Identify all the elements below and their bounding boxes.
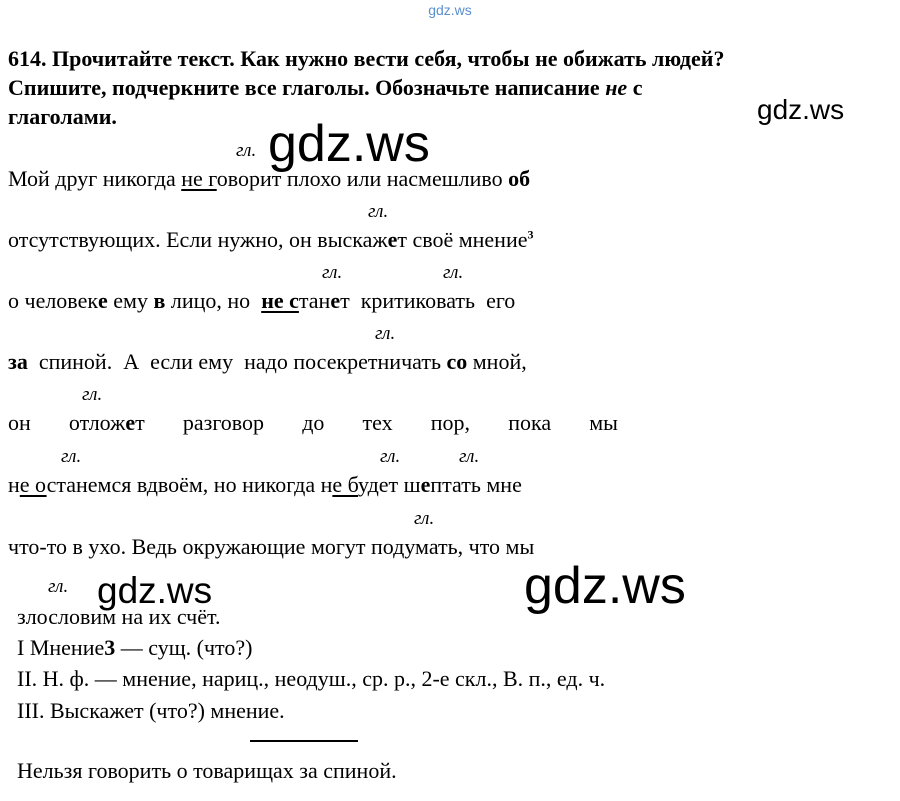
gl-label: гл. — [48, 576, 69, 597]
analysis-line-3: III. Выскажет (что?) мнение. — [17, 698, 285, 723]
gl-label: гл. — [375, 323, 396, 344]
text-line-4: за спиной. А если ему надо посекретничать со мной, — [8, 349, 527, 374]
divider-line — [250, 740, 358, 742]
conclusion: Нельзя говорить о товарищах за спиной. — [17, 758, 397, 783]
gl-label: гл. — [380, 446, 401, 467]
text-line-8: злословим на их счёт. — [17, 604, 221, 629]
gl-label: гл. — [459, 446, 480, 467]
task-ne: не — [605, 75, 628, 100]
watermark-bottom-left: gdz.ws — [97, 570, 213, 611]
text-line-1: Мой друг никогда не говорит плохо или насмешливо об — [8, 166, 531, 191]
task-line-2: Спишите, подчеркните все глаголы. Обозначьте написание не с — [8, 75, 643, 100]
gl-label: гл. — [414, 508, 435, 529]
text-line-5: он отложет разговор до тех пор, пока мы — [8, 410, 618, 435]
gl-label: гл. — [322, 262, 343, 283]
gl-label: гл. — [82, 384, 103, 405]
task-number: 614. — [8, 46, 47, 71]
task-line-3: глаголами. — [8, 104, 117, 129]
gl-label: гл. — [236, 140, 257, 161]
gl-label: гл. — [368, 201, 389, 222]
text-line-3: о человеке ему в лицо, но не станет критиковать его — [8, 288, 516, 313]
watermark-right: gdz.ws — [757, 94, 845, 125]
watermark-top: gdz.ws — [428, 2, 472, 18]
gl-label: гл. — [61, 446, 82, 467]
text-line-6: не останемся вдвоём, но никогда не будет шептать мне — [8, 472, 522, 497]
analysis-line-2: II. Н. ф. — мнение, нариц., неодуш., ср. р., 2-е скл., В. п., ед. ч. — [17, 666, 606, 691]
gl-label: гл. — [443, 262, 464, 283]
task-heading — [8, 44, 724, 131]
text-line-7: что-то в ухо. Ведь окружающие могут подумать, что мы — [8, 534, 535, 559]
task-line-1: 614. Прочитайте текст. Как нужно вести себя, чтобы не обижать людей? — [8, 46, 725, 71]
text-line-2: отсутствующих. Если нужно, он выскажет своё мнение$^3$ — [8, 227, 534, 252]
watermark-big-top: gdz.ws — [268, 115, 430, 173]
analysis-line-1: I Мнение3 — сущ. (что?) — [17, 635, 253, 660]
watermark-bottom-right: gdz.ws — [524, 557, 686, 615]
